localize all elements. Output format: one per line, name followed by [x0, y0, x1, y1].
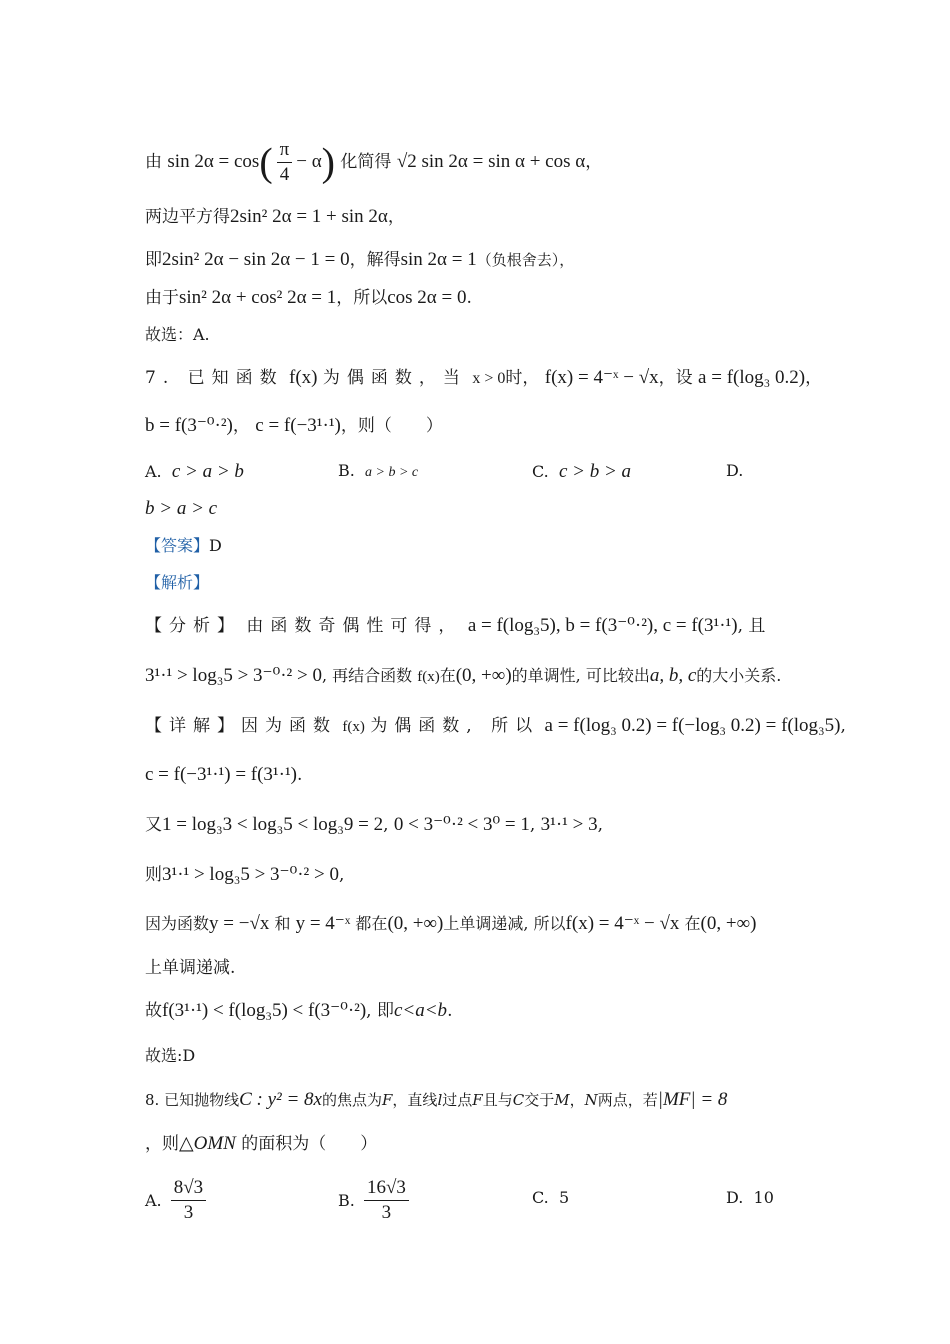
q7-detail-line-4 — [145, 862, 810, 888]
text: 由于 — [145, 288, 179, 308]
option-letter: C. — [532, 462, 549, 481]
option-letter: B. — [338, 1191, 355, 1210]
q7-option-c[interactable] — [532, 461, 631, 483]
text: 时， — [505, 368, 540, 388]
text: ，直线 — [392, 1091, 438, 1109]
fenxi-tag: 【分析】 — [145, 616, 241, 636]
text: ，则（ ） — [340, 416, 443, 436]
analysis-tag: 【解析】 — [145, 573, 210, 592]
denominator: 4 — [279, 164, 290, 185]
q7-option-d[interactable] — [726, 461, 743, 480]
text: F — [472, 1091, 483, 1109]
text: 和 — [274, 914, 291, 933]
equation: (0, +∞) — [455, 665, 512, 686]
solution-choice: 故选：A. — [145, 325, 210, 344]
text: 则 — [145, 865, 162, 885]
equation: a = f(log₃ 0.2) — [698, 367, 806, 388]
numerator: 16√3 — [364, 1176, 409, 1201]
q7-choice: 故选:D — [145, 1046, 196, 1065]
text: , — [338, 865, 345, 885]
fraction-pi-over-4 — [277, 138, 293, 187]
text: 化简得 — [340, 152, 392, 172]
option-letter: A. — [145, 1191, 162, 1210]
fraction — [364, 1176, 409, 1225]
numerator: 8√3 — [171, 1176, 206, 1201]
text: C — [512, 1091, 525, 1109]
equation: C : y² = 8x — [239, 1089, 322, 1110]
equation: a = f(log₃5), b = f(3⁻⁰·²), c = f(3¹·¹) — [467, 615, 738, 636]
equation: (0, +∞) — [700, 913, 757, 934]
q8-option-b[interactable] — [338, 1176, 413, 1225]
q7-stem-line-2 — [145, 413, 810, 439]
text: ，设 — [658, 368, 693, 388]
text: 的焦点为 — [321, 1091, 382, 1109]
equation: △OMN — [179, 1133, 236, 1154]
equation: c = f(−3¹·¹) = f(3¹·¹) — [145, 764, 297, 785]
option-text: a > b > c — [365, 465, 419, 480]
left-paren: ( — [259, 139, 273, 185]
equation: f(x) — [417, 669, 440, 685]
equation: y = −√x — [209, 913, 270, 934]
equation: sin² 2α + cos² 2α = 1 — [179, 287, 337, 308]
q7-detail-line-2 — [145, 762, 810, 788]
text: 两边平方得 — [145, 207, 230, 227]
text: 上单调递减, 所以 — [443, 914, 566, 933]
option-letter: B. — [338, 461, 355, 480]
equation: c<a<b — [393, 1000, 448, 1021]
text: ，解得 — [349, 250, 401, 270]
equation: a = f(log₃ 0.2) = f(−log₃ 0.2) = f(log₃5) — [544, 715, 841, 736]
denominator: 3 — [381, 1202, 392, 1223]
text: ， — [585, 152, 603, 172]
detail-tag: 【详解】 — [145, 716, 241, 736]
text: , 即 — [366, 1001, 394, 1021]
equation: 2sin² 2α − sin 2α − 1 = 0 — [162, 249, 350, 270]
q8-stem-line-2 — [145, 1131, 810, 1157]
fraction — [171, 1176, 206, 1225]
equation: √2 sin 2α = sin α + cos α — [396, 151, 586, 172]
option-letter: C. — [532, 1188, 549, 1207]
equation: 1 = log₃3 < log₃5 < log₃9 = 2 — [162, 814, 384, 835]
q8-option-d[interactable] — [726, 1188, 774, 1207]
text: , — [529, 815, 536, 835]
text: M — [554, 1091, 570, 1109]
text: 在 — [439, 666, 456, 685]
option-letter: D. — [726, 1188, 744, 1207]
text: 即 — [145, 250, 162, 270]
text: , 且 — [737, 616, 766, 636]
solution-line-2 — [145, 204, 810, 230]
equation: c = f(−3¹·¹) — [255, 415, 341, 436]
equation: f(x) — [342, 719, 365, 735]
solution-line-4 — [145, 285, 810, 311]
text: N — [584, 1091, 598, 1109]
q7-detail-line-7 — [145, 998, 810, 1024]
equation: sin 2α = 1 — [400, 249, 477, 270]
text: 在 — [684, 914, 701, 933]
text: 为偶函数，当 — [322, 368, 467, 388]
text: , — [840, 716, 846, 736]
equation: f(x) = 4⁻ˣ − √x — [544, 367, 659, 388]
solution-line-1 — [145, 138, 810, 187]
text: （负根舍去）， — [476, 251, 575, 269]
denominator: 3 — [183, 1202, 194, 1223]
equation: f(3¹·¹) < f(log₃5) < f(3⁻⁰·²) — [162, 1000, 367, 1021]
q7-stem-line-1 — [145, 365, 823, 392]
equation: 3¹·¹ > log₃5 > 3⁻⁰·² > 0 — [162, 864, 339, 885]
q7-detail-line-5 — [145, 911, 810, 937]
text: 的面积为（ ） — [241, 1134, 378, 1154]
equation: − α — [296, 151, 322, 172]
q7-detail-line-3 — [145, 812, 810, 838]
option-text: c > b > a — [558, 461, 632, 482]
numerator: π — [277, 138, 293, 163]
text: 的大小关系. — [696, 666, 782, 685]
equation: 3¹·¹ > log₃5 > 3⁻⁰·² > 0 — [145, 665, 322, 686]
text: , — [383, 815, 389, 835]
equation: 3¹·¹ > 3 — [540, 814, 598, 835]
equation: a, b, c — [649, 665, 697, 686]
q7-answer — [145, 533, 810, 559]
text: . — [447, 1001, 453, 1021]
text: 8. 已知抛物线 — [145, 1091, 240, 1109]
q7-option-d-text — [145, 496, 810, 522]
q7-fenxi-line-2 — [145, 663, 810, 690]
option-text: 10 — [753, 1188, 774, 1207]
text: , — [597, 815, 603, 835]
equation: f(x) — [289, 367, 318, 388]
option-text: 5 — [558, 1188, 570, 1207]
q7-detail-line-6: 上单调递减. — [145, 958, 236, 978]
text: 又 — [145, 815, 162, 835]
text: 因为函数 — [241, 716, 337, 736]
text: . — [466, 288, 472, 308]
text: ，所以 — [336, 288, 388, 308]
equation: 2sin² 2α = 1 + sin 2α — [230, 206, 388, 227]
text: 的单调性, 可比较出 — [511, 666, 650, 685]
text: 由函数奇偶性可得， — [246, 616, 463, 636]
equation: b = f(3⁻⁰·²) — [145, 415, 233, 436]
equation: (0, +∞) — [387, 913, 444, 934]
text: . — [296, 765, 303, 785]
text: 7. 已知函数 — [145, 368, 284, 388]
text: 过点 — [442, 1091, 473, 1109]
option-text: b > a > c — [145, 498, 218, 519]
text: 由 — [145, 152, 162, 172]
text: ，则 — [145, 1134, 179, 1154]
text: l — [437, 1091, 443, 1109]
text: 且与 — [482, 1091, 513, 1109]
equation: 0 < 3⁻⁰·² < 3⁰ = 1 — [393, 814, 530, 835]
q7-fenxi-line-1 — [145, 613, 810, 639]
answer-value: D — [209, 536, 222, 555]
text: 两点，若 — [597, 1091, 658, 1109]
option-letter: D. — [726, 461, 744, 480]
q7-option-b[interactable] — [338, 461, 418, 481]
equation: x > 0 — [472, 370, 506, 387]
text: 故 — [145, 1001, 162, 1021]
text: ， — [232, 416, 250, 436]
q7-option-a[interactable] — [145, 461, 244, 483]
equation: cos 2α = 0 — [387, 287, 467, 308]
text: F — [382, 1091, 393, 1109]
text: 为偶函数, 所以 — [370, 716, 540, 736]
text: 交于 — [524, 1091, 555, 1109]
q8-stem-line-1 — [145, 1087, 810, 1113]
text: , 再结合函数 — [321, 666, 413, 685]
option-text: c > a > b — [171, 461, 244, 482]
right-paren: ) — [321, 139, 335, 185]
q7-detail-line-1 — [145, 713, 846, 740]
equation: y = 4⁻ˣ — [295, 913, 351, 934]
equation: sin 2α = cos — [167, 151, 260, 172]
answer-tag: 【答案】 — [145, 536, 210, 555]
equation: |MF| = 8 — [657, 1089, 728, 1110]
text: 因为函数 — [145, 914, 210, 933]
q7-analysis-heading — [145, 570, 810, 596]
q8-option-c[interactable] — [532, 1188, 569, 1207]
text: ， — [805, 368, 823, 388]
text: ， — [569, 1091, 585, 1109]
text: ， — [387, 207, 405, 227]
text: 都在 — [355, 914, 388, 933]
q8-option-a[interactable] — [145, 1176, 210, 1225]
equation: f(x) = 4⁻ˣ − √x — [565, 913, 680, 934]
option-letter: A. — [145, 462, 162, 481]
solution-line-3 — [145, 247, 810, 273]
